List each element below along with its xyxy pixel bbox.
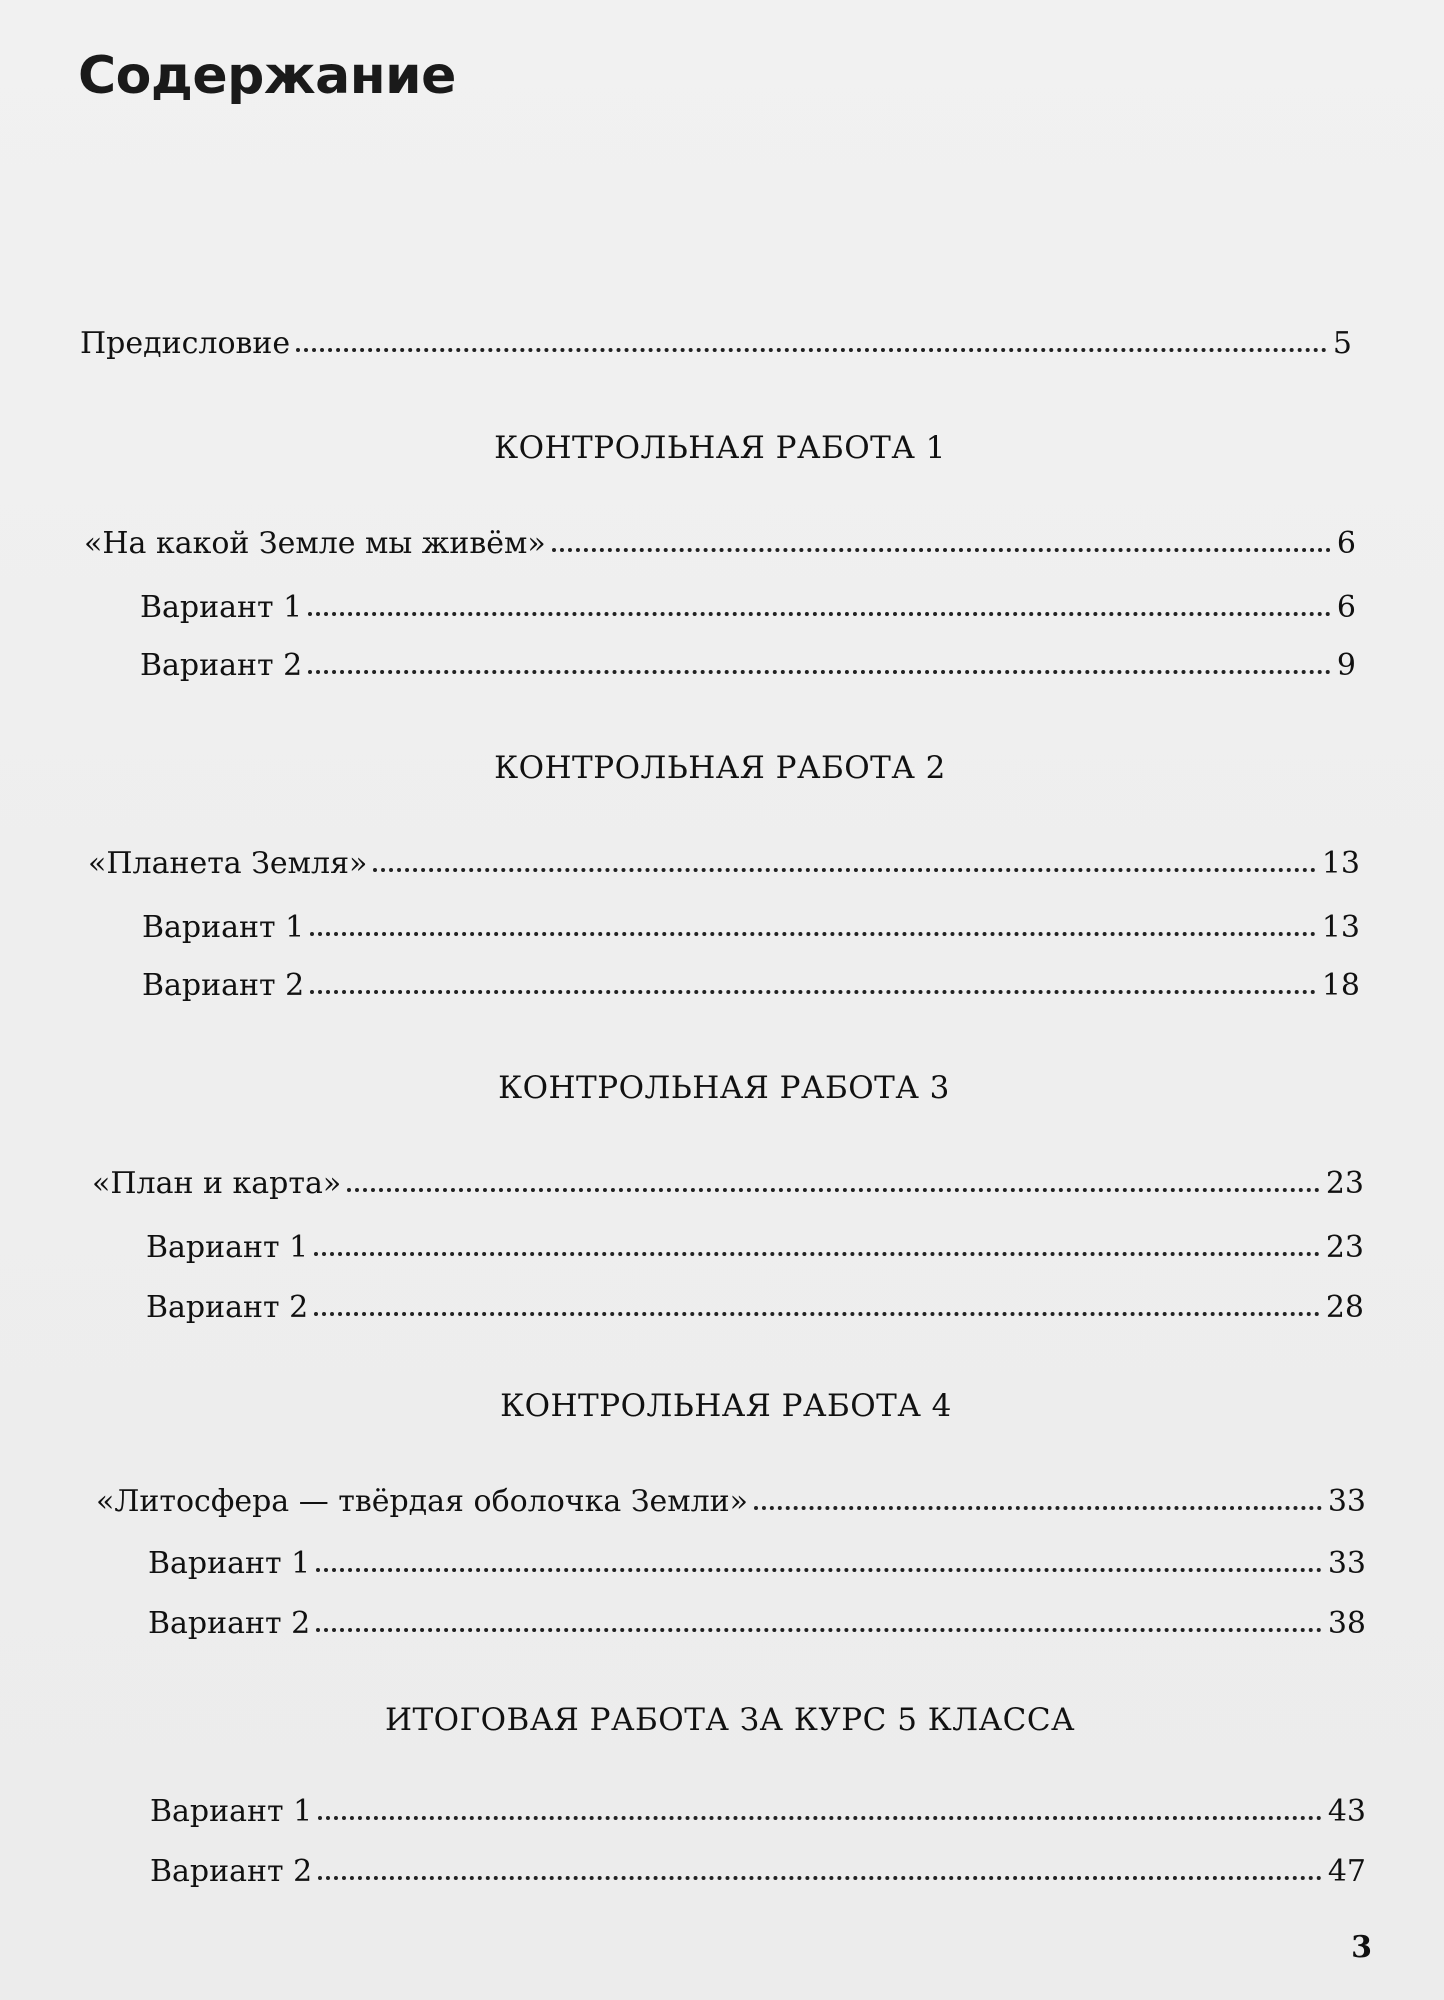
- dot-leader: [314, 1311, 1320, 1316]
- toc-entry-topic: [88, 846, 1360, 881]
- toc-entry-variant: [150, 1794, 1366, 1829]
- toc-entry-label: Вариант 2: [142, 968, 305, 1003]
- toc-entry-label: Вариант 1: [150, 1794, 313, 1829]
- section-heading: КОНТРОЛЬНАЯ РАБОТА 3: [498, 1070, 950, 1106]
- section-heading: КОНТРОЛЬНАЯ РАБОТА 4: [500, 1388, 952, 1424]
- toc-entry-variant: [140, 648, 1356, 683]
- dot-leader: [373, 867, 1315, 872]
- dot-leader: [318, 1875, 1322, 1880]
- toc-entry-page: 5: [1332, 326, 1352, 361]
- toc-entry-variant: [146, 1290, 1364, 1325]
- toc-entry-label: «План и карта»: [92, 1166, 342, 1201]
- toc-entry-page: 28: [1325, 1290, 1364, 1325]
- dot-leader: [552, 547, 1331, 552]
- toc-entry-page: 33: [1327, 1546, 1366, 1581]
- toc-entry-label: Предисловие: [80, 326, 291, 361]
- toc-entry-page: 47: [1327, 1854, 1366, 1889]
- dot-leader: [316, 1567, 1322, 1572]
- toc-entry-page: 43: [1327, 1794, 1366, 1829]
- toc-entry-page: 6: [1336, 526, 1356, 561]
- dot-leader: [318, 1815, 1322, 1820]
- toc-entry-page: 9: [1336, 648, 1356, 683]
- toc-entry-page: 23: [1325, 1166, 1364, 1201]
- toc-entry-preface: [80, 326, 1352, 361]
- toc-entry-label: «Планета Земля»: [88, 846, 368, 881]
- toc-entry-topic: [96, 1484, 1366, 1519]
- toc-entry-label: Вариант 1: [142, 910, 305, 945]
- dot-leader: [310, 931, 1316, 936]
- toc-entry-label: «На какой Земле мы живём»: [84, 526, 546, 561]
- dot-leader: [347, 1187, 1320, 1192]
- toc-entry-label: Вариант 2: [148, 1606, 311, 1641]
- toc-entry-page: 38: [1327, 1606, 1366, 1641]
- section-heading: КОНТРОЛЬНАЯ РАБОТА 1: [494, 430, 946, 466]
- toc-entry-label: Вариант 1: [148, 1546, 311, 1581]
- toc-entry-variant: [150, 1854, 1366, 1889]
- toc-entry-page: 13: [1321, 846, 1360, 881]
- toc-entry-label: Вариант 2: [140, 648, 303, 683]
- toc-entry-label: Вариант 2: [146, 1290, 309, 1325]
- toc-entry-variant: [140, 590, 1356, 625]
- toc-entry-variant: [148, 1546, 1366, 1581]
- toc-entry-variant: [142, 968, 1360, 1003]
- dot-leader: [308, 611, 1331, 616]
- toc-entry-label: Вариант 1: [140, 590, 303, 625]
- dot-leader: [754, 1505, 1322, 1510]
- dot-leader: [296, 347, 1327, 352]
- toc-entry-page: 13: [1321, 910, 1360, 945]
- section-heading: КОНТРОЛЬНАЯ РАБОТА 2: [494, 750, 946, 786]
- toc-entry-variant: [148, 1606, 1366, 1641]
- toc-entry-topic: [84, 526, 1356, 561]
- toc-entry-label: Вариант 1: [146, 1230, 309, 1265]
- dot-leader: [310, 989, 1316, 994]
- toc-entry-label: «Литосфера — твёрдая оболочка Земли»: [96, 1484, 749, 1519]
- toc-entry-label: Вариант 2: [150, 1854, 313, 1889]
- page-number: 3: [1351, 1930, 1372, 1965]
- dot-leader: [308, 669, 1331, 674]
- toc-entry-page: 18: [1321, 968, 1360, 1003]
- page-title: Содержание: [78, 46, 456, 106]
- toc-entry-variant: [142, 910, 1360, 945]
- toc-entry-page: 6: [1336, 590, 1356, 625]
- dot-leader: [314, 1251, 1320, 1256]
- section-heading: ИТОГОВАЯ РАБОТА ЗА КУРС 5 КЛАССА: [384, 1702, 1076, 1738]
- toc-entry-page: 23: [1325, 1230, 1364, 1265]
- toc-entry-topic: [92, 1166, 1364, 1201]
- toc-entry-variant: [146, 1230, 1364, 1265]
- toc-entry-page: 33: [1327, 1484, 1366, 1519]
- dot-leader: [316, 1627, 1322, 1632]
